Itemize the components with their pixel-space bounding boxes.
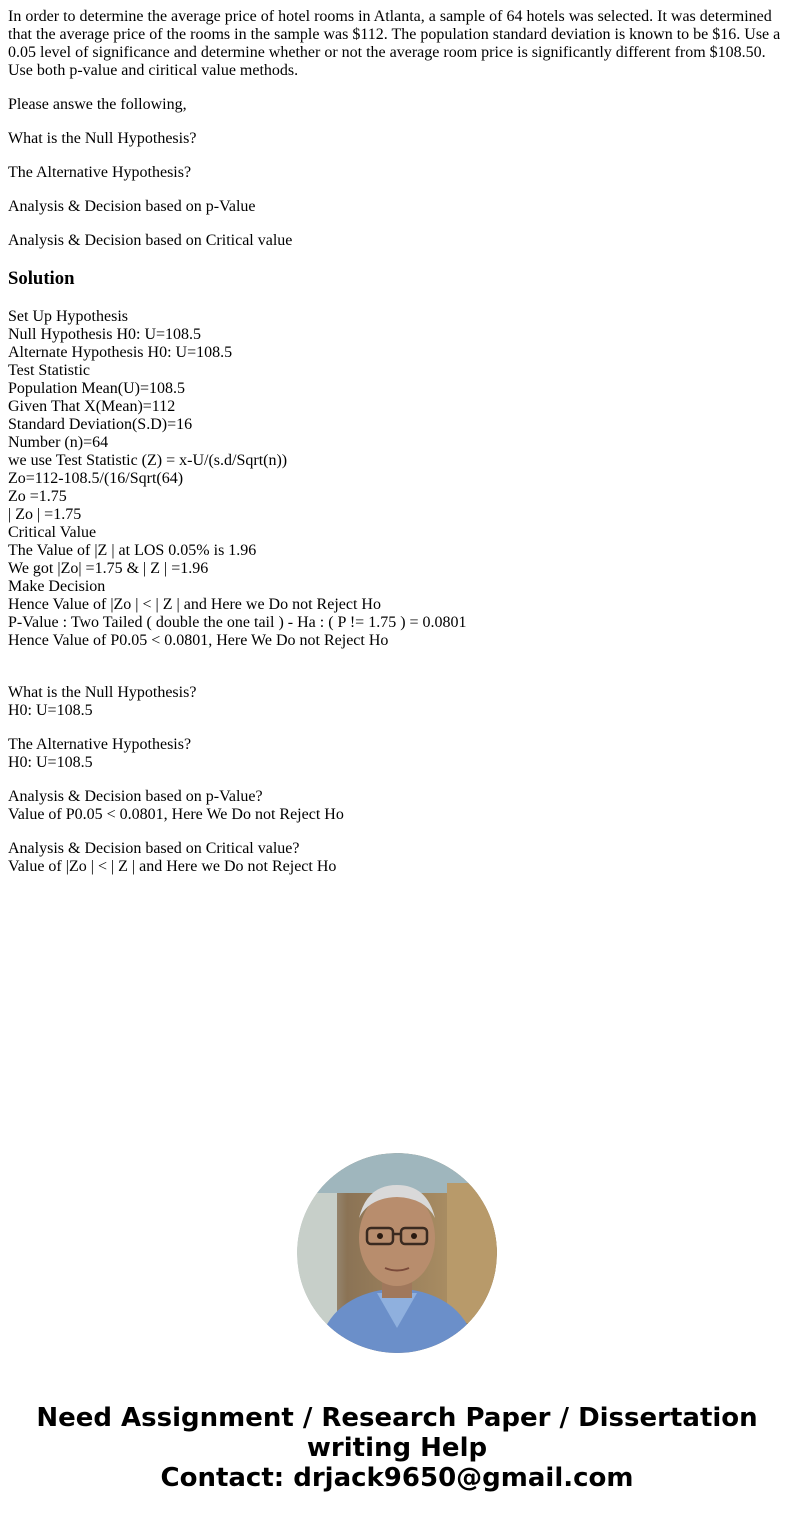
answer-question: The Alternative Hypothesis? [8,736,192,753]
solution-line: Test Statistic [8,362,90,379]
solution-line: Set Up Hypothesis [8,308,128,325]
solution-line: Standard Deviation(S.D)=16 [8,416,193,433]
answer-question: What is the Null Hypothesis? [8,684,197,701]
solution-line: Make Decision [8,578,106,595]
solution-line: Number (n)=64 [8,434,109,451]
answer-text: Value of P0.05 < 0.0801, Here We Do not Reject Ho [8,806,344,823]
solution-heading: Solution [8,268,75,289]
solution-line: We got |Zo| =1.75 & | Z | =1.96 [8,560,209,577]
solution-line: Alternate Hypothesis H0: U=108.5 [8,344,233,361]
solution-line: | Zo | =1.75 [8,506,82,523]
answer-text: H0: U=108.5 [8,702,93,719]
solution-line: Given That X(Mean)=112 [8,398,176,415]
answer-question: Analysis & Decision based on p-Value? [8,788,263,805]
answer-pvalue [8,788,786,824]
answer-critical [8,840,786,876]
question-item-critical: Analysis & Decision based on Critical value [8,232,293,249]
answer-alternative [8,736,786,772]
solution-line: The Value of |Z | at LOS 0.05% is 1.96 [8,542,257,559]
solution-work [8,308,786,650]
solution-line: Population Mean(U)=108.5 [8,380,185,397]
solution-line: Hence Value of P0.05 < 0.0801, Here We Do not Reject Ho [8,632,389,649]
footer-contact: Contact: drjack9650@gmail.com [160,1463,634,1493]
question-paragraph: In order to determine the average price of hotel rooms in Atlanta, a sample of 64 hotels was selected. It was determined that the average price of the rooms in the sample was $112. The population standard deviation is known to be $16. Use a 0.05 level of significance and determine whether or not the average room price is significantly different from $108.50. Use both p-value and ciritical value methods. [8,8,781,79]
solution-line: Critical Value [8,524,97,541]
question-item-alternative: The Alternative Hypothesis? [8,164,192,181]
solution-line: Hence Value of |Zo | < | Z | and Here we Do not Reject Ho [8,596,381,613]
answer-question: Analysis & Decision based on Critical value? [8,840,300,857]
question-item-null: What is the Null Hypothesis? [8,130,197,147]
author-avatar [297,1153,497,1353]
solution-line: Zo=112-108.5/(16/Sqrt(64) [8,470,184,487]
answer-text: Value of |Zo | < | Z | and Here we Do not Reject Ho [8,858,337,875]
contact-footer [0,1403,794,1493]
question-item-pvalue: Analysis & Decision based on p-Value [8,198,256,215]
spacer [8,650,786,684]
document-body [8,8,786,892]
solution-line: P-Value : Two Tailed ( double the one tail ) - Ha : ( P != 1.75 ) = 0.0801 [8,614,467,631]
avatar-portrait [297,1153,497,1353]
answer-text: H0: U=108.5 [8,754,93,771]
answer-null [8,684,786,720]
footer-line-2: writing Help [306,1433,488,1463]
footer-line-1: Need Assignment / Research Paper / Dissertation [36,1403,758,1433]
question-prompt: Please answe the following, [8,96,187,113]
solution-line: Zo =1.75 [8,488,67,505]
solution-line: Null Hypothesis H0: U=108.5 [8,326,202,343]
solution-line: we use Test Statistic (Z) = x-U/(s.d/Sqrt(n)) [8,452,288,469]
